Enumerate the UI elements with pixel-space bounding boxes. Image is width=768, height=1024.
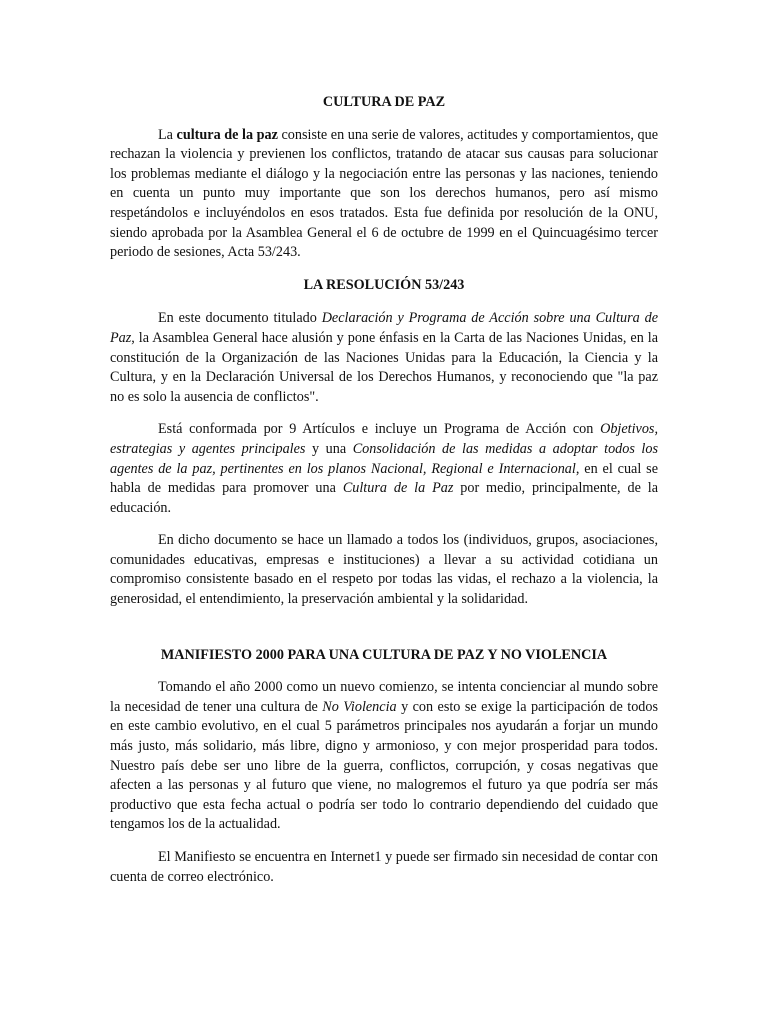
text-segment: Tomando el año 2000 como un nuevo comienzo, se intenta concienciar al mundo sobre la necesidad de tener una cultura de	[110, 679, 658, 715]
text-segment: Está conformada por 9 Artículos e incluye un Programa de Acción con	[158, 421, 601, 438]
italic-phrase: No Violencia	[322, 698, 397, 715]
resolution-paragraph-3: En dicho documento se hace un llamado a todos los (individuos, grupos, asociaciones, comunidades educativas, empresas e instituciones) a llevar a su actividad cotidiana un compromiso consistente basado en el respeto por todas las vidas, el rechazo a la violencia, la generosidad, el entendimiento, la preservación ambiental y la solidaridad.	[110, 532, 658, 608]
resolution-paragraph-2	[110, 420, 658, 518]
text-segment: y con esto se exige la participación de todos en este cambio evolutivo, en el cual 5 parámetros principales nos ayudarán a forjar un mundo más justo, más solidario, más libre, digno y armonioso, y con mejor prosperidad para todos. Nuestro país debe ser uno libre de la guerra, conflictos, corrupción, y cosas negativas que afecten a las personas y al futuro que viene, no malogremos el futuro ya que podría ser más productivo que esta fecha actual o podría ser todo lo contrario dependiendo del cuidado que tengamos los de la actualidad.	[110, 698, 659, 833]
intro-term: cultura de la paz	[176, 126, 278, 143]
document-page	[110, 93, 658, 887]
text-segment: , la Asamblea General hace alusión y pone énfasis en la Carta de las Naciones Unidas, en la constitución de la Organización de las Naciones Unidas para la Educación, la Ciencia y la Cultura, y en la Declaración Universal de los Derechos Humanos, y reconociendo que "la paz no es solo la ausencia de conflictos".	[110, 329, 658, 405]
italic-phrase: Cultura de la Paz	[342, 480, 454, 497]
italic-phrase: Consolidación de las medidas a adoptar todos los agentes de la paz, pertinentes en los planos Nacional, Regional e Internacional	[110, 440, 658, 477]
text-segment: En este documento titulado	[158, 310, 322, 327]
text-segment: por medio, principalmente, de la educación.	[110, 480, 659, 516]
intro-paragraph	[110, 126, 658, 263]
italic-title: Declaración y Programa de Acción sobre una Cultura de Paz	[110, 310, 658, 346]
text-segment: , en el cual se habla de medidas para promover una	[110, 460, 658, 497]
italic-phrase: Objetivos, estrategias y agentes principales	[110, 421, 658, 457]
intro-lead: La	[158, 126, 177, 143]
document-title: CULTURA DE PAZ	[322, 94, 446, 110]
intro-rest: consiste en una serie de valores, actitudes y comportamientos, que rechazan la violencia y previenen los conflictos, tratando de atacar sus causas para solucionar los problemas mediante el diálogo y la negociación entre las personas y las naciones, teniendo en cuenta un punto muy importante que son los derechos humanos, pero así mismo respetándolos e incluyéndolos en esos tratados. Esta fue definida por resolución de la ONU, siendo aprobada por la Asamblea General el 6 de octubre de 1999 en el Quincuagésimo tercer periodo de sesiones, Acta 53/243.	[110, 126, 659, 261]
manifesto-paragraph-1	[110, 678, 658, 835]
manifesto-paragraph-2: El Manifiesto se encuentra en Internet1 y puede ser firmado sin necesidad de contar con cuenta de correo electrónico.	[110, 849, 658, 885]
resolution-paragraph-1	[110, 309, 658, 407]
resolution-heading: LA RESOLUCIÓN 53/243	[303, 276, 465, 293]
text-segment: y una	[305, 440, 353, 457]
manifesto-heading: MANIFIESTO 2000 PARA UNA CULTURA DE PAZ Y NO VIOLENCIA	[160, 646, 608, 663]
